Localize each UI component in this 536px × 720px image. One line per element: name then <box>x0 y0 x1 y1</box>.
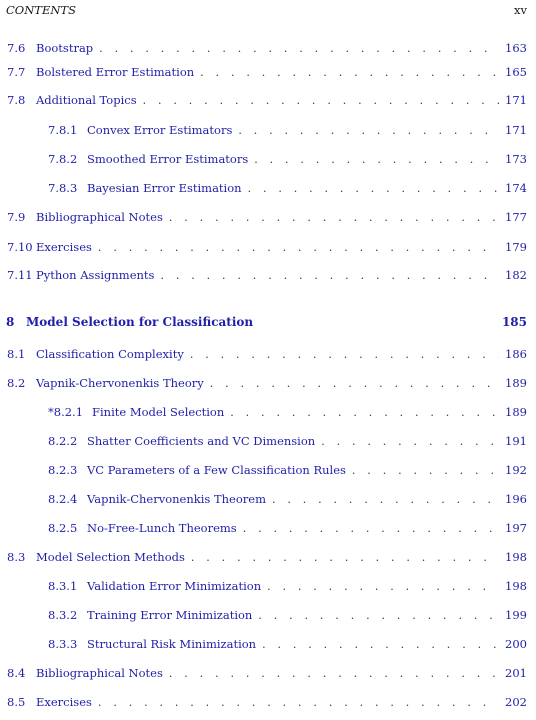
entry-title: Finite Model Selection <box>92 405 225 419</box>
entry-title: No-Free-Lunch Theorems <box>87 521 237 535</box>
toc-entry-8-2-3[interactable] <box>48 463 527 479</box>
toc-entry-8-3[interactable] <box>7 550 527 566</box>
leader-dots <box>169 211 499 224</box>
entry-page: 189 <box>505 405 527 419</box>
entry-number: 8.3.2 <box>48 608 78 622</box>
entry-number: 8.2.2 <box>48 434 78 448</box>
entry-page: 179 <box>505 240 527 254</box>
toc-entry-8-5[interactable] <box>7 695 527 711</box>
leader-dots <box>99 42 499 55</box>
toc-entry-8-2[interactable] <box>7 376 527 392</box>
leader-dots <box>254 153 499 166</box>
toc-entry-8-1[interactable] <box>7 347 527 363</box>
toc-entry-8-4[interactable] <box>7 666 527 682</box>
entry-page: 198 <box>505 579 527 593</box>
leader-dots <box>238 124 499 137</box>
leader-dots <box>210 377 499 390</box>
entry-number: 7.8 <box>7 93 26 107</box>
entry-title: Model Selection Methods <box>36 550 185 564</box>
leader-dots <box>98 696 499 709</box>
entry-page: 173 <box>505 152 527 166</box>
entry-number: 8.3.1 <box>48 579 78 593</box>
entry-number: 7.8.1 <box>48 123 78 137</box>
toc-entry-8-3-3[interactable] <box>48 637 527 653</box>
toc-chapter-8[interactable] <box>6 315 527 331</box>
chapter-page: 185 <box>501 315 527 329</box>
leader-dots <box>160 269 499 282</box>
entry-title: Vapnik-Chervonenkis Theory <box>36 376 204 390</box>
entry-number: 8.2.5 <box>48 521 78 535</box>
entry-number: 8.5 <box>7 695 26 709</box>
leader-dots <box>272 493 499 506</box>
leader-dots <box>98 241 499 254</box>
entry-number: 7.9 <box>7 210 26 224</box>
entry-page: 163 <box>505 41 527 55</box>
header-section-title: CONTENTS <box>6 3 76 17</box>
entry-page: 202 <box>505 695 527 709</box>
entry-title: Exercises <box>36 240 92 254</box>
leader-dots <box>190 348 499 361</box>
toc-entry-8-2-1[interactable] <box>48 405 527 421</box>
toc-entry-7-8-3[interactable] <box>48 181 527 197</box>
chapter-title: Model Selection for Classification <box>26 315 254 329</box>
leader-dots <box>258 609 499 622</box>
leader-dots <box>143 94 499 107</box>
entry-title: Training Error Minimization <box>87 608 253 622</box>
entry-page: 200 <box>505 637 527 651</box>
entry-page: 189 <box>505 376 527 390</box>
leader-dots <box>191 551 499 564</box>
entry-page: 199 <box>505 608 527 622</box>
entry-title: Shatter Coefficients and VC Dimension <box>87 434 316 448</box>
toc-entry-7-11[interactable] <box>7 268 527 284</box>
leader-dots <box>267 580 499 593</box>
entry-page: 165 <box>505 65 527 79</box>
entry-title: Classification Complexity <box>36 347 184 361</box>
entry-number: 7.10 <box>7 240 33 254</box>
entry-page: 201 <box>505 666 527 680</box>
entry-title: Bibliographical Notes <box>36 666 163 680</box>
entry-page: 177 <box>505 210 527 224</box>
entry-title: Validation Error Minimization <box>87 579 262 593</box>
leader-dots <box>243 522 499 535</box>
entry-page: 191 <box>505 434 527 448</box>
entry-page: 174 <box>505 181 527 195</box>
entry-page: 198 <box>505 550 527 564</box>
entry-number: 7.11 <box>7 268 33 282</box>
entry-number: 8.2 <box>7 376 26 390</box>
entry-title: Bootstrap <box>36 41 94 55</box>
entry-number: 8.1 <box>7 347 26 361</box>
running-header <box>6 3 527 19</box>
leader-dots <box>321 435 499 448</box>
toc-entry-7-8-1[interactable] <box>48 123 527 139</box>
entry-page: 171 <box>505 123 527 137</box>
entry-title: Smoothed Error Estimators <box>87 152 249 166</box>
entry-title: Vapnik-Chervonenkis Theorem <box>87 492 266 506</box>
entry-number: 7.8.3 <box>48 181 78 195</box>
entry-page: 171 <box>505 93 527 107</box>
leader-dots <box>230 406 499 419</box>
entry-title: Bolstered Error Estimation <box>36 65 195 79</box>
entry-title: Convex Error Estimators <box>87 123 233 137</box>
entry-title: VC Parameters of a Few Classification Rules <box>87 463 346 477</box>
entry-title: Additional Topics <box>36 93 137 107</box>
entry-number: 7.6 <box>7 41 26 55</box>
toc-entry-8-3-1[interactable] <box>48 579 527 595</box>
entry-title: Python Assignments <box>36 268 155 282</box>
toc-entry-8-2-2[interactable] <box>48 434 527 450</box>
toc-entry-7-10[interactable] <box>7 240 527 256</box>
toc-entry-7-8-2[interactable] <box>48 152 527 168</box>
header-page-number: xv <box>514 3 527 17</box>
entry-number: 8.2.3 <box>48 463 78 477</box>
toc-entry-8-2-5[interactable] <box>48 521 527 537</box>
entry-number: *8.2.1 <box>48 405 84 419</box>
entry-page: 197 <box>505 521 527 535</box>
chapter-number: 8 <box>6 315 15 329</box>
entry-number: 8.3.3 <box>48 637 78 651</box>
entry-page: 196 <box>505 492 527 506</box>
toc-entry-7-8[interactable] <box>7 93 527 109</box>
entry-page: 182 <box>505 268 527 282</box>
entry-number: 7.7 <box>7 65 26 79</box>
entry-number: 7.8.2 <box>48 152 78 166</box>
leader-dots <box>352 464 499 477</box>
leader-dots <box>169 667 499 680</box>
toc-entry-8-2-4[interactable] <box>48 492 527 508</box>
entry-title: Bayesian Error Estimation <box>87 181 242 195</box>
entry-page: 186 <box>505 347 527 361</box>
entry-page: 192 <box>505 463 527 477</box>
toc-entry-7-6[interactable] <box>7 41 527 57</box>
toc-entry-7-9[interactable] <box>7 210 527 226</box>
entry-number: 8.4 <box>7 666 26 680</box>
entry-number: 8.2.4 <box>48 492 78 506</box>
entry-title: Bibliographical Notes <box>36 210 163 224</box>
toc-entry-8-3-2[interactable] <box>48 608 527 624</box>
entry-title: Exercises <box>36 695 92 709</box>
leader-dots <box>262 638 499 651</box>
leader-dots <box>248 182 499 195</box>
entry-number: 8.3 <box>7 550 26 564</box>
leader-dots <box>200 66 499 79</box>
toc-entry-7-7[interactable] <box>7 65 527 81</box>
entry-title: Structural Risk Minimization <box>87 637 257 651</box>
